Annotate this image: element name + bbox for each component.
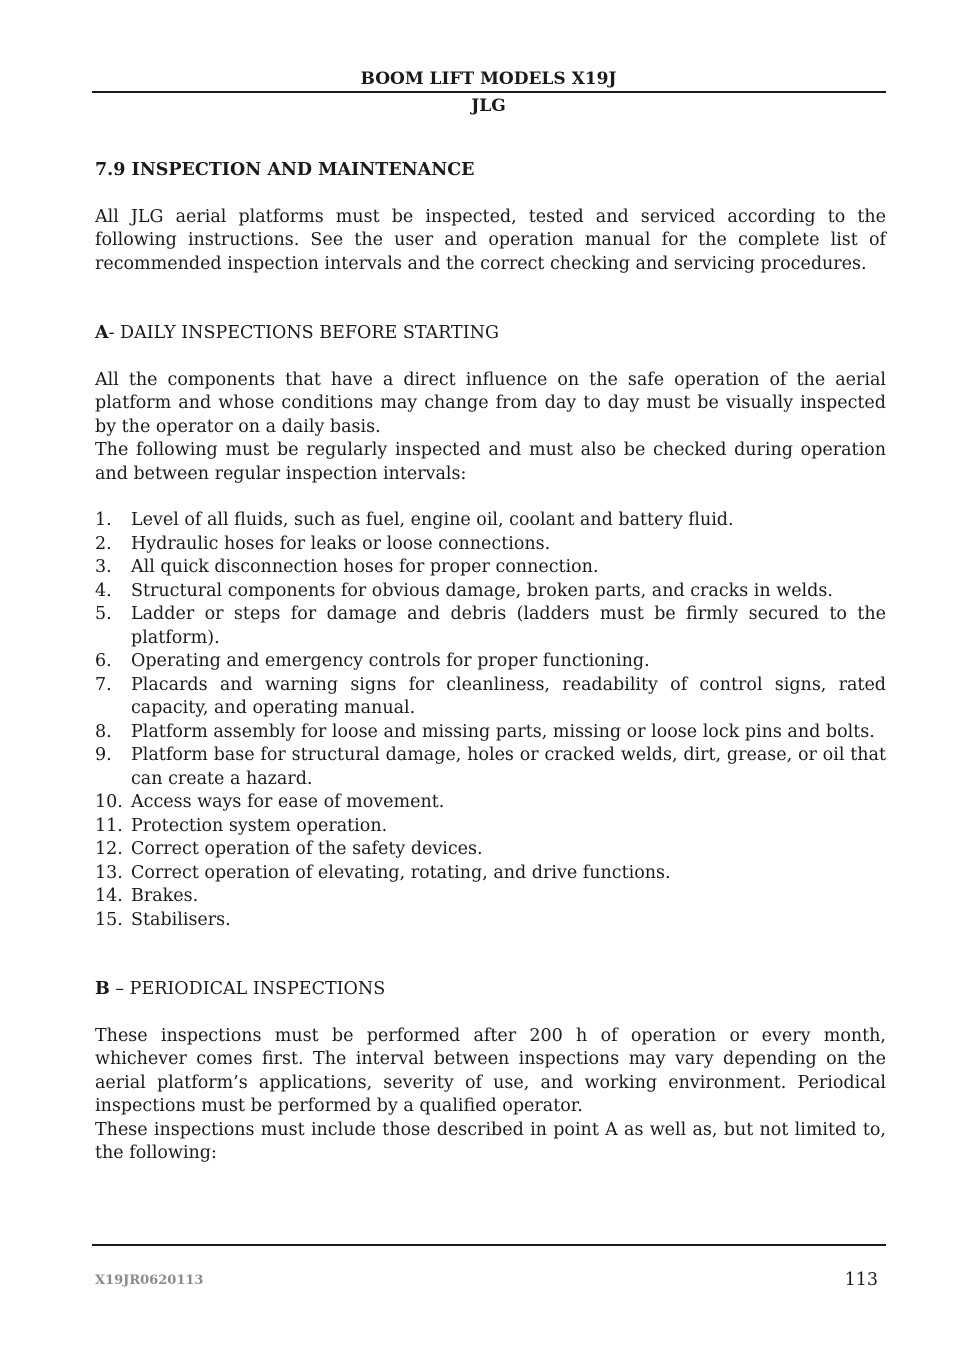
- list-item: [95, 556, 886, 580]
- list-item-text: Platform base for structural damage, holes or cracked welds, dirt, grease, or oil that can create a hazard.: [131, 745, 886, 789]
- list-item-text: Platform assembly for loose and missing parts, missing or loose lock pins and bolts.: [131, 721, 875, 742]
- list-item: [95, 580, 886, 604]
- list-item-number: 2.: [95, 533, 112, 554]
- list-item-text: Level of all fluids, such as fuel, engine oil, coolant and battery fluid.: [131, 510, 734, 530]
- header-title: BOOM LIFT MODELS X19J: [360, 69, 617, 89]
- daily-paragraph-1: All the components that have a direct influence on the safe operation of the aerial platform and whose conditions may change from day to day must be visually inspected by the operator on a daily basis.: [95, 369, 886, 437]
- list-item-number: 1.: [95, 510, 112, 530]
- list-item-text: Placards and warning signs for cleanliness, readability of control signs, rated capacity, and operating manual.: [131, 674, 886, 718]
- list-item-text: Stabilisers.: [131, 909, 231, 930]
- page-content: [95, 159, 886, 1166]
- header-rule: [92, 91, 886, 93]
- periodical-inspections-heading: [95, 978, 886, 1002]
- list-item-text: Operating and emergency controls for proper functioning.: [131, 651, 650, 671]
- list-item: [95, 862, 886, 886]
- list-item: [95, 603, 886, 650]
- list-item-number: 4.: [95, 580, 112, 601]
- list-item: [95, 650, 886, 674]
- daily-inspections-heading: [95, 322, 886, 346]
- periodical-letter: B: [95, 979, 110, 999]
- intro-paragraph: All JLG aerial platforms must be inspected, tested and serviced according to the following instructions. See the user and operation manual for the complete list of recommended inspection intervals and the correct checking and servicing procedures.: [95, 206, 886, 274]
- daily-heading-text: - DAILY INSPECTIONS BEFORE STARTING: [108, 323, 499, 343]
- list-item-number: 13.: [95, 862, 123, 883]
- list-item-number: 8.: [95, 721, 112, 742]
- list-item-text: Protection system operation.: [131, 815, 388, 836]
- list-item-text: Access ways for ease of movement.: [131, 792, 445, 812]
- list-item-number: 15.: [95, 909, 123, 930]
- list-item: [95, 909, 886, 933]
- daily-inspection-list: [95, 509, 886, 932]
- list-item-number: 9.: [95, 745, 112, 765]
- document-code: X19JR0620113: [95, 1273, 204, 1288]
- periodical-heading-text: – PERIODICAL INSPECTIONS: [109, 979, 386, 999]
- list-item: [95, 838, 886, 862]
- page-number: 113: [844, 1270, 878, 1290]
- list-item: [95, 533, 886, 557]
- list-item: [95, 815, 886, 839]
- list-item-text: Hydraulic hoses for leaks or loose connections.: [131, 533, 551, 554]
- list-item-text: Ladder or steps for damage and debris (ladders must be firmly secured to the platform).: [131, 604, 886, 648]
- header-subtitle: JLG: [471, 96, 506, 116]
- list-item: [95, 721, 886, 745]
- periodical-paragraph-2: These inspections must include those described in point A as well as, but not limited to, the following:: [95, 1119, 886, 1163]
- list-item-number: 7.: [95, 674, 112, 695]
- daily-paragraph-2: The following must be regularly inspected and must also be checked during operation and between regular inspection intervals:: [95, 440, 886, 484]
- list-item-number: 12.: [95, 839, 123, 859]
- list-item-text: Structural components for obvious damage, broken parts, and cracks in welds.: [131, 580, 833, 601]
- list-item-text: Correct operation of the safety devices.: [131, 839, 483, 859]
- periodical-paragraph-1: These inspections must be performed after 200 h of operation or every month, whichever comes first. The interval between inspections may vary depending on the aerial platform’s applications, severity of use, and working environment. Periodical inspections must be performed by a qualified operator.: [95, 1025, 886, 1116]
- list-item: [95, 885, 886, 909]
- footer-rule: [92, 1244, 886, 1246]
- list-item-number: 10.: [95, 792, 123, 812]
- list-item: [95, 674, 886, 721]
- list-item: [95, 791, 886, 815]
- list-item: [95, 509, 886, 533]
- list-item: [95, 744, 886, 791]
- daily-letter: A: [95, 323, 109, 343]
- section-title: 7.9 INSPECTION AND MAINTENANCE: [95, 160, 475, 180]
- list-item-number: 3.: [95, 557, 112, 577]
- list-item-number: 11.: [95, 815, 123, 836]
- list-item-text: All quick disconnection hoses for proper connection.: [131, 557, 599, 577]
- list-item-number: 14.: [95, 886, 123, 906]
- list-item-text: Brakes.: [131, 886, 199, 906]
- list-item-text: Correct operation of elevating, rotating, and drive functions.: [131, 862, 671, 883]
- list-item-number: 5.: [95, 604, 112, 624]
- list-item-number: 6.: [95, 651, 112, 671]
